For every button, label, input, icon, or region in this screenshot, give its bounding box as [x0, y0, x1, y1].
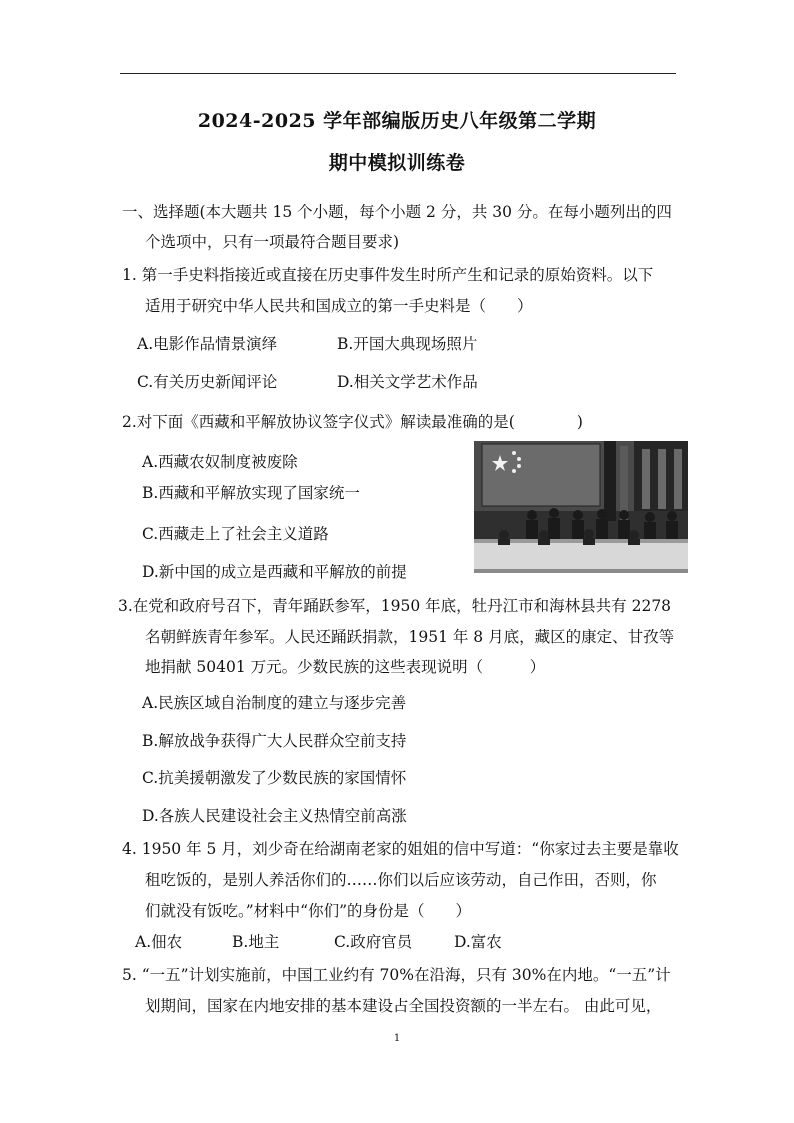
page-number: 1: [393, 1033, 401, 1044]
header-rule: [120, 73, 676, 74]
question-4-option-b: B.地主: [232, 933, 280, 951]
signing-ceremony-photo: [474, 441, 688, 573]
question-3-option-b: B.解放战争获得广大人民群众空前支持: [142, 732, 407, 750]
question-2-option-c: C.西藏走上了社会主义道路: [142, 525, 329, 543]
question-2-option-b: B.西藏和平解放实现了国家统一: [142, 484, 360, 502]
question-1-option-d: D.相关文学艺术作品: [337, 373, 478, 391]
question-3-stem-line2: 名朝鲜族青年参军。人民还踊跃捐款，1951 年 8 月底，藏区的康定、甘孜等: [145, 628, 675, 646]
question-1-stem-line2: 适用于研究中华人民共和国成立的第一手史料是（ ）: [145, 297, 533, 315]
question-3-stem-line1: 3.在党和政府号召下，青年踊跃参军，1950 年底，牡丹江市和海林县共有 2278: [118, 597, 672, 615]
question-4-option-c: C.政府官员: [334, 933, 413, 951]
document-subtitle: 期中模拟训练卷: [328, 152, 466, 174]
question-2-option-d: D.新中国的成立是西藏和平解放的前提: [142, 563, 407, 581]
question-1-option-b: B.开国大典现场照片: [337, 335, 478, 353]
section-heading-line2: 个选项中，只有一项最符合题目要求): [145, 233, 400, 251]
section-heading-line1: 一、选择题(本大题共 15 个小题，每个小题 2 分，共 30 分。在每小题列出的四: [122, 203, 672, 221]
question-1-option-a: A.电影作品情景演绎: [137, 335, 278, 353]
question-3-option-a: A.民族区域自治制度的建立与逐步完善: [142, 694, 407, 712]
document-title: 2024-2025 学年部编版历史八年级第二学期: [197, 110, 597, 132]
question-3-option-d: D.各族人民建设社会主义热情空前高涨: [142, 807, 407, 825]
question-4-option-d: D.富农: [454, 933, 502, 951]
question-2-stem: 2.对下面《西藏和平解放协议签字仪式》解读最准确的是( ): [122, 413, 583, 431]
question-4-stem-line1: 4. 1950 年 5 月，刘少奇在给湖南老家的姐姐的信中写道：“你家过去主要是靠收: [122, 840, 679, 858]
question-4-option-a: A.佃农: [135, 933, 183, 951]
question-3-stem-line3: 地捐献 50401 万元。少数民族的这些表现说明（ ）: [145, 658, 546, 676]
question-5-stem-line2: 划期间，国家在内地安排的基本建设占全国投资额的一半左右。 由此可见，: [145, 997, 662, 1015]
question-4-stem-line3: 们就没有饭吃。”材料中“你们”的身份是（ ）: [145, 902, 472, 920]
question-4-stem-line2: 租吃饭的，是别人养活你们的……你们以后应该劳动，自己作田，否则，你: [145, 871, 657, 889]
question-1-option-c: C.有关历史新闻评论: [137, 373, 278, 391]
question-1-stem-line1: 1. 第一手史料指接近或直接在历史事件发生时所产生和记录的原始资料。以下: [122, 266, 654, 284]
question-2-option-a: A.西藏农奴制度被废除: [142, 453, 298, 471]
question-3-option-c: C.抗美援朝激发了少数民族的家国情怀: [142, 769, 407, 787]
question-5-stem-line1: 5. “一五”计划实施前，中国工业约有 70%在沿海，只有 30%在内地。“一五”计: [122, 966, 671, 984]
